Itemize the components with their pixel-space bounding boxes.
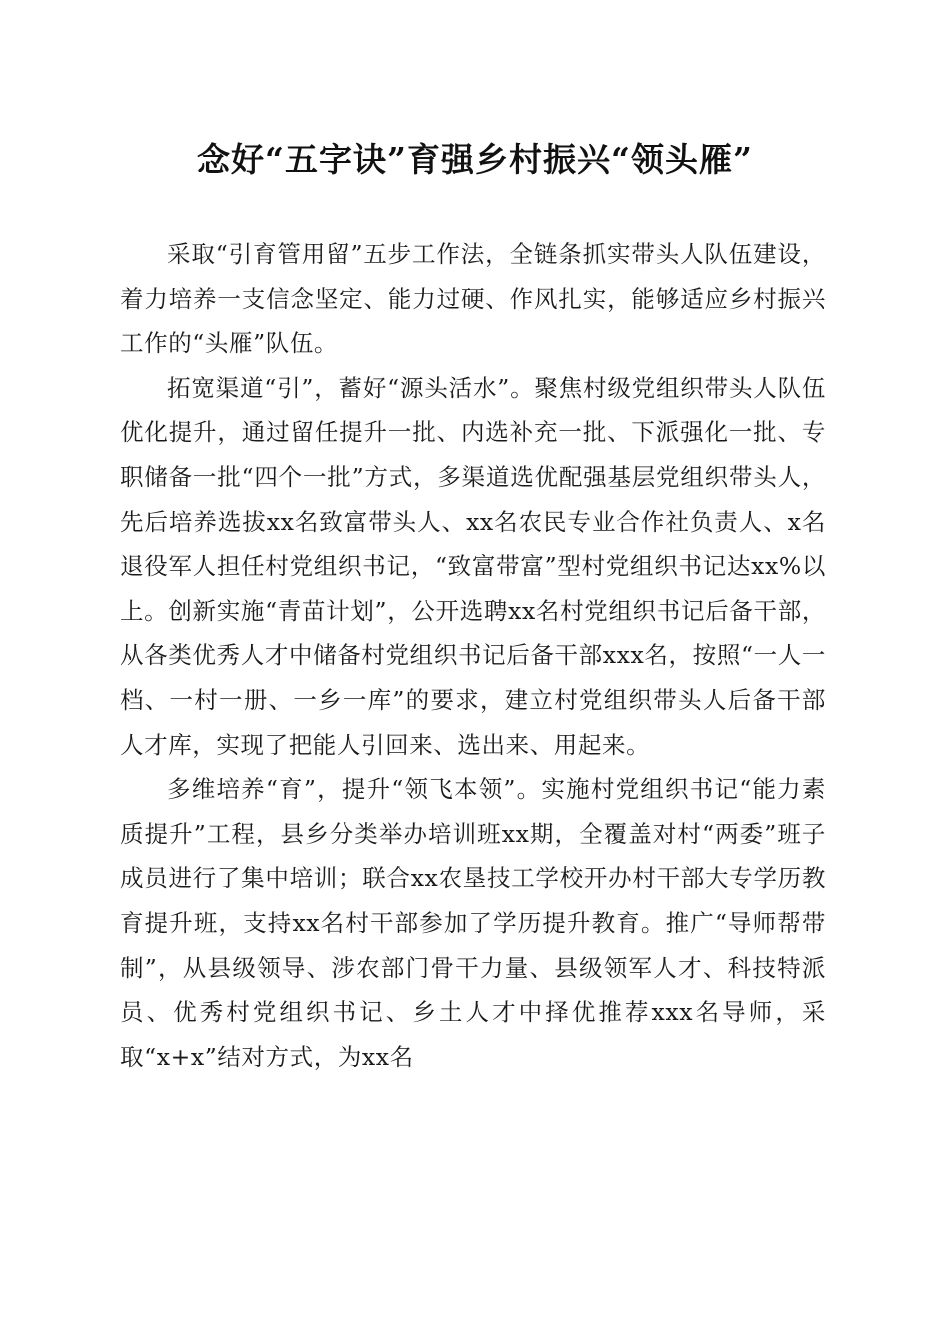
paragraph-recruit: 拓宽渠道“引”，蓄好“源头活水”。聚焦村级党组织带头人队伍优化提升，通过留任提升一批、内选补充一批、下派强化一批、专职储备一批“四个一批”方式，多渠道选优配强基层党组织带头人，先后培养选拔xx名致富带头人、xx名农民专业合作社负责人、x名退役军人担任村党组织书记，“致富带富”型村党组织书记达xx%以上。创新实施“青苗计划”，公开选聘xx名村党组织书记后备干部，从各类优秀人才中储备村党组织书记后备干部xxx名，按照“一人一档、一村一册、一乡一库”的要求，建立村党组织带头人后备干部人才库，实现了把能人引回来、选出来、用起来。 xyxy=(120,373,826,759)
document-body xyxy=(120,232,826,1079)
document-title: 念好“五字诀”育强乡村振兴“领头雁” xyxy=(197,140,753,179)
paragraph-train: 多维培养“育”，提升“领飞本领”。实施村党组织书记“能力素质提升”工程，县乡分类举办培训班xx期，全覆盖对村“两委”班子成员进行了集中培训；联合xx农垦技工学校开办村干部大专学历教育提升班，支持xx名村干部参加了学历提升教育。推广“导师帮带制”，从县级领导、涉农部门骨干力量、县级领军人才、科技特派员、优秀村党组织书记、乡土人才中择优推荐xxx名导师，采取“x+x”结对方式，为xx名 xyxy=(120,775,826,1071)
paragraph-intro: 采取“引育管用留”五步工作法，全链条抓实带头人队伍建设，着力培养一支信念坚定、能力过硬、作风扎实，能够适应乡村振兴工作的“头雁”队伍。 xyxy=(120,240,826,358)
